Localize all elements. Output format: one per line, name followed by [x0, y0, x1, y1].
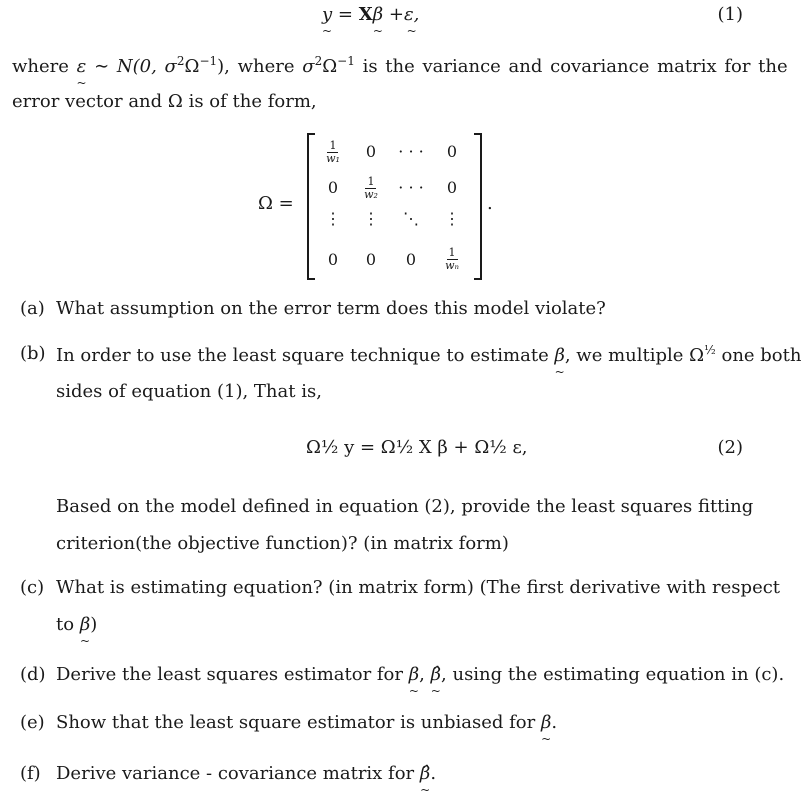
- matrix-r2c4: 0: [446, 178, 458, 197]
- frac-num: 1: [367, 175, 375, 188]
- qf-text1: Derive variance - covariance matrix for: [56, 763, 415, 784]
- close-paren: ),: [217, 56, 230, 77]
- question-d-label: (d): [20, 664, 46, 685]
- qe-text1: Show that the least square estimator is unbiased for: [56, 712, 536, 733]
- qd-beta: β ~: [409, 664, 419, 685]
- question-a-text: What assumption on the error term does this model violate?: [56, 298, 606, 319]
- epsilon-symbol: ε ~: [77, 56, 87, 77]
- question-e-text: [56, 712, 557, 733]
- matrix-r1c4: 0: [446, 142, 458, 161]
- matrix-r4c2: 0: [365, 250, 377, 269]
- sup-inv-2: −1: [337, 54, 355, 68]
- qc-close: ): [90, 614, 98, 635]
- sup-2b: 2: [314, 54, 323, 68]
- qf-period: .: [430, 763, 437, 784]
- omega-symbol: Ω: [184, 56, 200, 77]
- question-e-label: (e): [20, 712, 45, 733]
- matrix-r4c1: 0: [327, 250, 339, 269]
- matrix-r3c3: ⋱: [403, 209, 419, 228]
- matrix-r3c2: ⋮: [363, 209, 379, 228]
- matrix-right-bracket: [474, 133, 482, 280]
- qe-period: .: [551, 712, 558, 733]
- question-b-label: (b): [20, 343, 46, 364]
- frac-den: w₁: [326, 151, 340, 165]
- question-b-line4: criterion(the objective function)? (in matrix form): [56, 533, 509, 554]
- qb-text3: one both: [721, 345, 801, 366]
- line2-text1: error vector and: [12, 91, 163, 112]
- qb-omega: Ω: [689, 345, 705, 366]
- frac-num: 1: [448, 246, 456, 259]
- matrix-r3c4: ⋮: [444, 209, 460, 228]
- question-f-text: [56, 763, 436, 784]
- question-d-text: [56, 664, 784, 685]
- frac-num: 1: [329, 139, 337, 152]
- equation-1-number: (1): [717, 4, 743, 25]
- eq1-equals: =: [337, 4, 353, 25]
- frac-den: wₙ: [445, 258, 459, 272]
- eq1-y: y ~: [322, 4, 332, 25]
- qd-betahat: β̂ ~: [431, 664, 441, 685]
- question-b-line2: sides of equation (1), That is,: [56, 381, 322, 402]
- qb-half: ½: [704, 343, 716, 357]
- matrix-r1c1: [313, 140, 353, 164]
- question-a-label: (a): [20, 298, 45, 319]
- qb-text1: In order to use the least square technique to estimate: [56, 345, 549, 366]
- sigma-symbol: σ: [302, 56, 315, 77]
- matrix-r4c3: 0: [405, 250, 417, 269]
- sup-2: 2: [176, 54, 185, 68]
- where-word: where: [12, 56, 69, 77]
- equation-2-number: (2): [717, 437, 743, 458]
- question-c-label: (c): [20, 577, 45, 598]
- matrix-label: Ω =: [258, 193, 294, 214]
- eq1-beta: β ~: [373, 4, 383, 25]
- matrix-r1c3: · · ·: [398, 142, 424, 161]
- qb-text2: , we multiple: [564, 345, 684, 366]
- sim-symbol: ∼: [94, 56, 110, 77]
- eq1-eps: ε, ~: [404, 4, 419, 25]
- qd-text1: Derive the least squares estimator for: [56, 664, 404, 685]
- question-b-line1: [56, 343, 801, 366]
- line1-rest: is the variance and covariance matrix for the: [362, 56, 788, 77]
- equation-1: [322, 4, 419, 25]
- eq1-plus: +: [388, 4, 404, 25]
- omega-symbol-2: Ω: [322, 56, 338, 77]
- qe-beta: β ~: [541, 712, 551, 733]
- question-b-line3: Based on the model defined in equation (2), provide the least squares fitting: [56, 496, 754, 517]
- where-word-2: where: [237, 56, 295, 77]
- matrix-r1c2: 0: [365, 142, 377, 161]
- sup-inv: −1: [199, 54, 218, 68]
- normal-dist: N(0, σ: [116, 56, 177, 77]
- matrix-r3c1: ⋮: [325, 209, 341, 228]
- eq1-X: X: [358, 4, 373, 25]
- qf-betahat: β̂ ~: [420, 763, 430, 784]
- matrix-r2c1: 0: [327, 178, 339, 197]
- paragraph-line-2: [12, 91, 317, 112]
- question-c-line1: What is estimating equation? (in matrix form) (The first derivative with respect: [56, 577, 781, 598]
- equation-2: Ω½ y = Ω½ X β + Ω½ ε,: [306, 437, 528, 458]
- matrix-r2c3: · · ·: [398, 178, 424, 197]
- question-f-label: (f): [20, 763, 41, 784]
- qc-beta: β ~: [80, 614, 90, 635]
- omega-symbol-3: Ω: [167, 91, 183, 112]
- matrix-r4c4: [432, 247, 472, 271]
- qd-comma: ,: [419, 664, 425, 685]
- question-c-line2: [56, 614, 97, 635]
- qd-text2: , using the estimating equation in (c).: [441, 664, 785, 685]
- matrix-r2c2: [351, 176, 391, 200]
- qb-beta: β ~: [554, 345, 564, 366]
- qc-to: to: [56, 614, 75, 635]
- matrix-period: .: [487, 193, 493, 214]
- frac-den: w₂: [364, 187, 378, 201]
- line2-text2: is of the form,: [188, 91, 317, 112]
- paragraph-line-1: [12, 54, 788, 77]
